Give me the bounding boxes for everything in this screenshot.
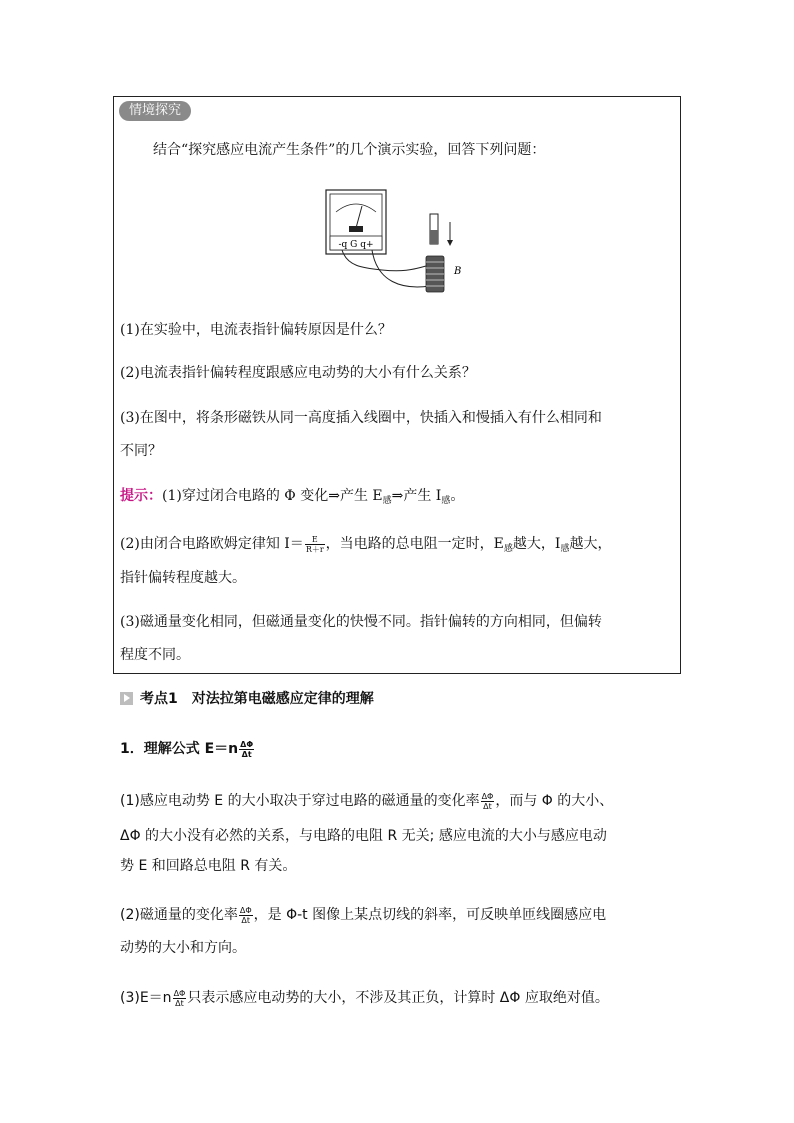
- point-3-fraction: [173, 989, 187, 1008]
- hint-text: (1)穿过闭合电路的 Φ 变化⇒产生 E: [162, 488, 383, 504]
- point-1-text-b: ，而与 Φ 的大小、: [495, 793, 614, 809]
- down-arrow-icon: [447, 222, 453, 246]
- answer-2-sub1: 感: [503, 544, 513, 554]
- galvanometer-figure: [322, 188, 472, 298]
- point-2-fraction: [239, 906, 253, 925]
- frac-den: Δt: [483, 801, 492, 811]
- play-triangle-icon: [120, 692, 133, 705]
- ohm-fraction: [305, 535, 325, 554]
- point-1-line-2: ΔΦ 的大小没有必然的关系，与电路的电阻 R 无关; 感应电流的大小与感应电动: [120, 828, 607, 844]
- answer-3-line-2: 程度不同。: [120, 647, 190, 663]
- hint-text-mid: ⇒产生 I: [391, 488, 442, 504]
- frac-den: R＋r: [305, 544, 324, 554]
- point-2-text-b: ，是 Φ-t 图像上某点切线的斜率，可反映单匝线圈感应电: [253, 907, 607, 923]
- frac-num: E: [305, 535, 325, 545]
- frac-num: ΔΦ: [239, 905, 252, 915]
- point-2-line-2: 动势的大小和方向。: [120, 940, 246, 956]
- frac-den: Δt: [241, 749, 252, 759]
- field-label: B: [454, 266, 462, 277]
- section-title: 考点1 对法拉第电磁感应定律的理解: [140, 691, 374, 707]
- intro-text: 结合“探究感应电流产生条件”的几个演示实验，回答下列问题：: [153, 142, 546, 158]
- answer-2-mid2: 越大，I: [512, 536, 561, 552]
- hint-label: 提示：: [120, 488, 162, 504]
- heading-fraction: [239, 740, 254, 759]
- question-1: (1)在实验中，电流表指针偏转原因是什么？: [120, 322, 392, 338]
- answer-3-line-1: (3)磁通量变化相同，但磁通量变化的快慢不同。指针偏转的方向相同，但偏转: [120, 614, 602, 630]
- heading-text: 1．理解公式 E＝n: [120, 741, 239, 757]
- hint-subscript: 感: [382, 496, 392, 506]
- question-3-line-2: 不同？: [120, 443, 162, 459]
- point-3-line-1: [120, 988, 609, 1008]
- frac-num: ΔΦ: [173, 988, 186, 998]
- answer-2-line-1: [120, 534, 611, 559]
- hint-end: 。: [450, 488, 465, 504]
- answer-2-sub2: 感: [560, 544, 570, 554]
- point-1-line-3: 势 E 和回路总电阻 R 有关。: [120, 858, 297, 874]
- point-1-text-a: (1)感应电动势 E 的大小取决于穿过电路的磁通量的变化率: [120, 793, 480, 809]
- question-2: (2)电流表指针偏转程度跟感应电动势的大小有什么关系？: [120, 365, 476, 381]
- hint-answer-1: [120, 486, 464, 511]
- point-2-line-1: [120, 905, 606, 925]
- answer-2-pre: (2)由闭合电路欧姆定律知 I＝: [120, 536, 304, 552]
- point-2-text-a: (2)磁通量的变化率: [120, 907, 238, 923]
- frac-den: Δt: [241, 915, 251, 925]
- question-3-line-1: (3)在图中，将条形磁铁从同一高度插入线圈中，快插入和慢插入有什么相同和: [120, 410, 602, 426]
- frac-num: ΔΦ: [481, 791, 494, 801]
- answer-2-line-2: 指针偏转程度越大。: [120, 570, 246, 586]
- answer-2-mid: ，当电路的总电阻一定时，E: [325, 536, 504, 552]
- point-3-text-b: 只表示感应电动势的大小，不涉及其正负，计算时 ΔΦ 应取绝对值。: [187, 990, 609, 1006]
- point-1-line-1: [120, 791, 613, 811]
- scenario-tag: 情境探究: [119, 101, 191, 121]
- point-3-text-a: (3)E＝n: [120, 990, 172, 1006]
- formula-heading: [120, 739, 255, 759]
- answer-2-end: 越大，: [569, 536, 612, 552]
- meter-label: -q G q+: [338, 240, 374, 250]
- hint-subscript-2: 感: [441, 496, 451, 506]
- frac-num: ΔΦ: [240, 739, 254, 749]
- point-1-fraction: [481, 792, 495, 811]
- frac-den: Δt: [175, 998, 184, 1008]
